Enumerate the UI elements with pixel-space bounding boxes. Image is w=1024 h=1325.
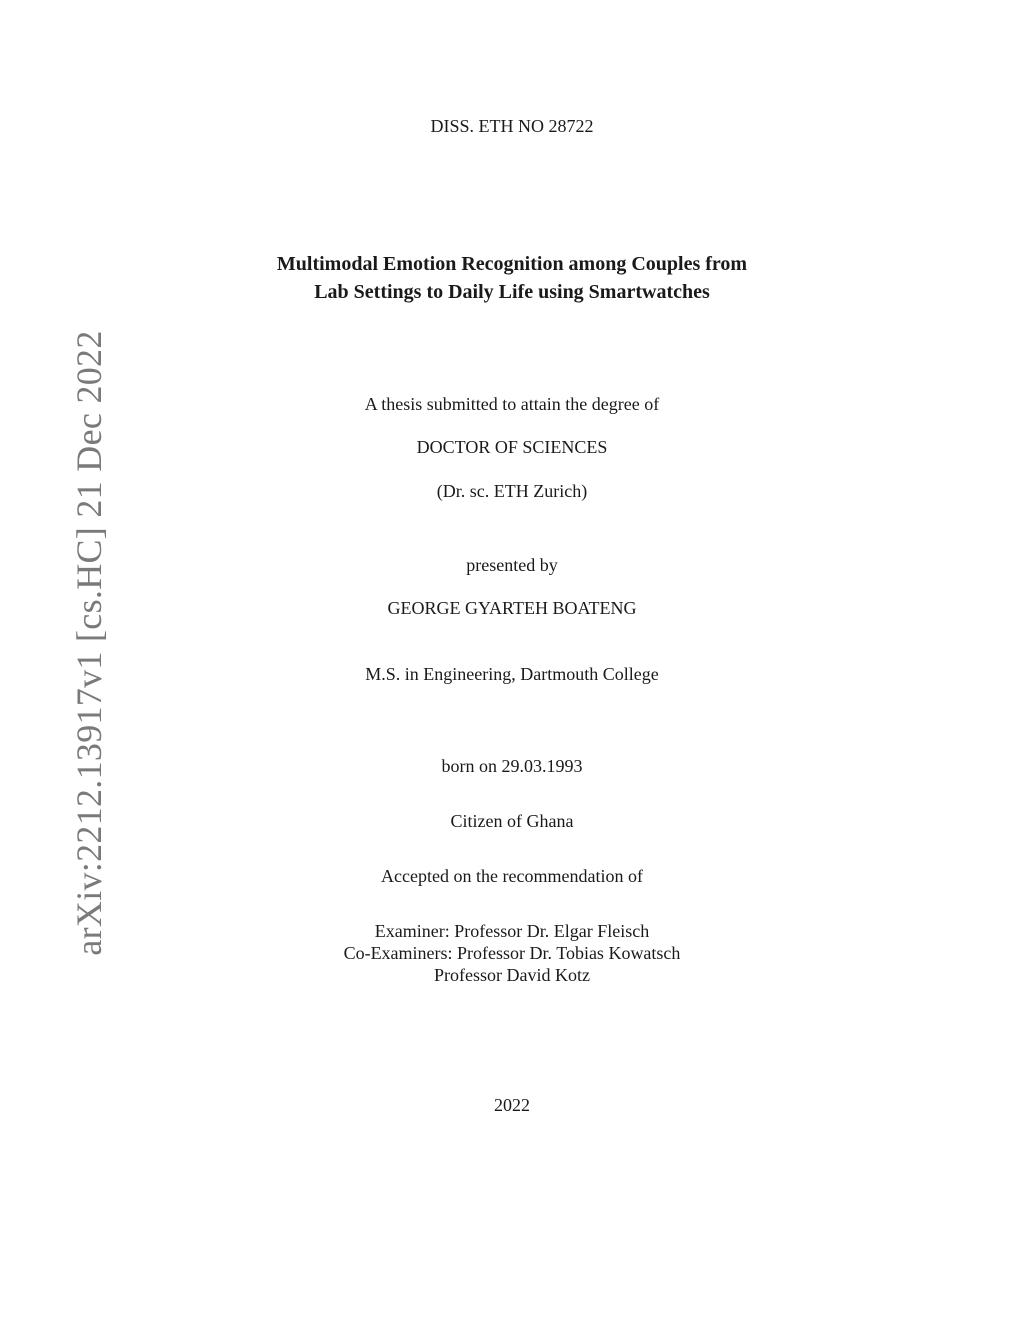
author-citizenship: Citizen of Ghana bbox=[450, 811, 574, 831]
thesis-title-line-1: Multimodal Emotion Recognition among Couples from bbox=[276, 253, 748, 275]
dissertation-number: DISS. ETH NO 28722 bbox=[430, 116, 594, 136]
degree-name: DOCTOR OF SCIENCES bbox=[416, 437, 608, 457]
examiners-intro: Accepted on the recommendation of bbox=[381, 866, 643, 886]
author-name: GEORGE GYARTEH BOATENG bbox=[387, 598, 637, 618]
thesis-title-line-2: Lab Settings to Daily Life using Smartwatches bbox=[314, 281, 710, 303]
author-prior-degree: M.S. in Engineering, Dartmouth College bbox=[365, 664, 659, 684]
degree-abbreviation: (Dr. sc. ETH Zurich) bbox=[436, 481, 588, 501]
publication-year: 2022 bbox=[494, 1095, 530, 1115]
examiner: Examiner: Professor Dr. Elgar Fleisch bbox=[374, 921, 650, 941]
co-examiners: Co-Examiners: Professor Dr. Tobias Kowatsch bbox=[343, 943, 681, 963]
degree-intro: A thesis submitted to attain the degree of bbox=[364, 394, 660, 414]
co-examiner-second: Professor David Kotz bbox=[434, 965, 590, 985]
arxiv-stamp: arXiv:2212.13917v1 [cs.HC] 21 Dec 2022 bbox=[69, 330, 109, 956]
presented-by: presented by bbox=[466, 555, 558, 575]
author-birthdate: born on 29.03.1993 bbox=[441, 756, 583, 776]
